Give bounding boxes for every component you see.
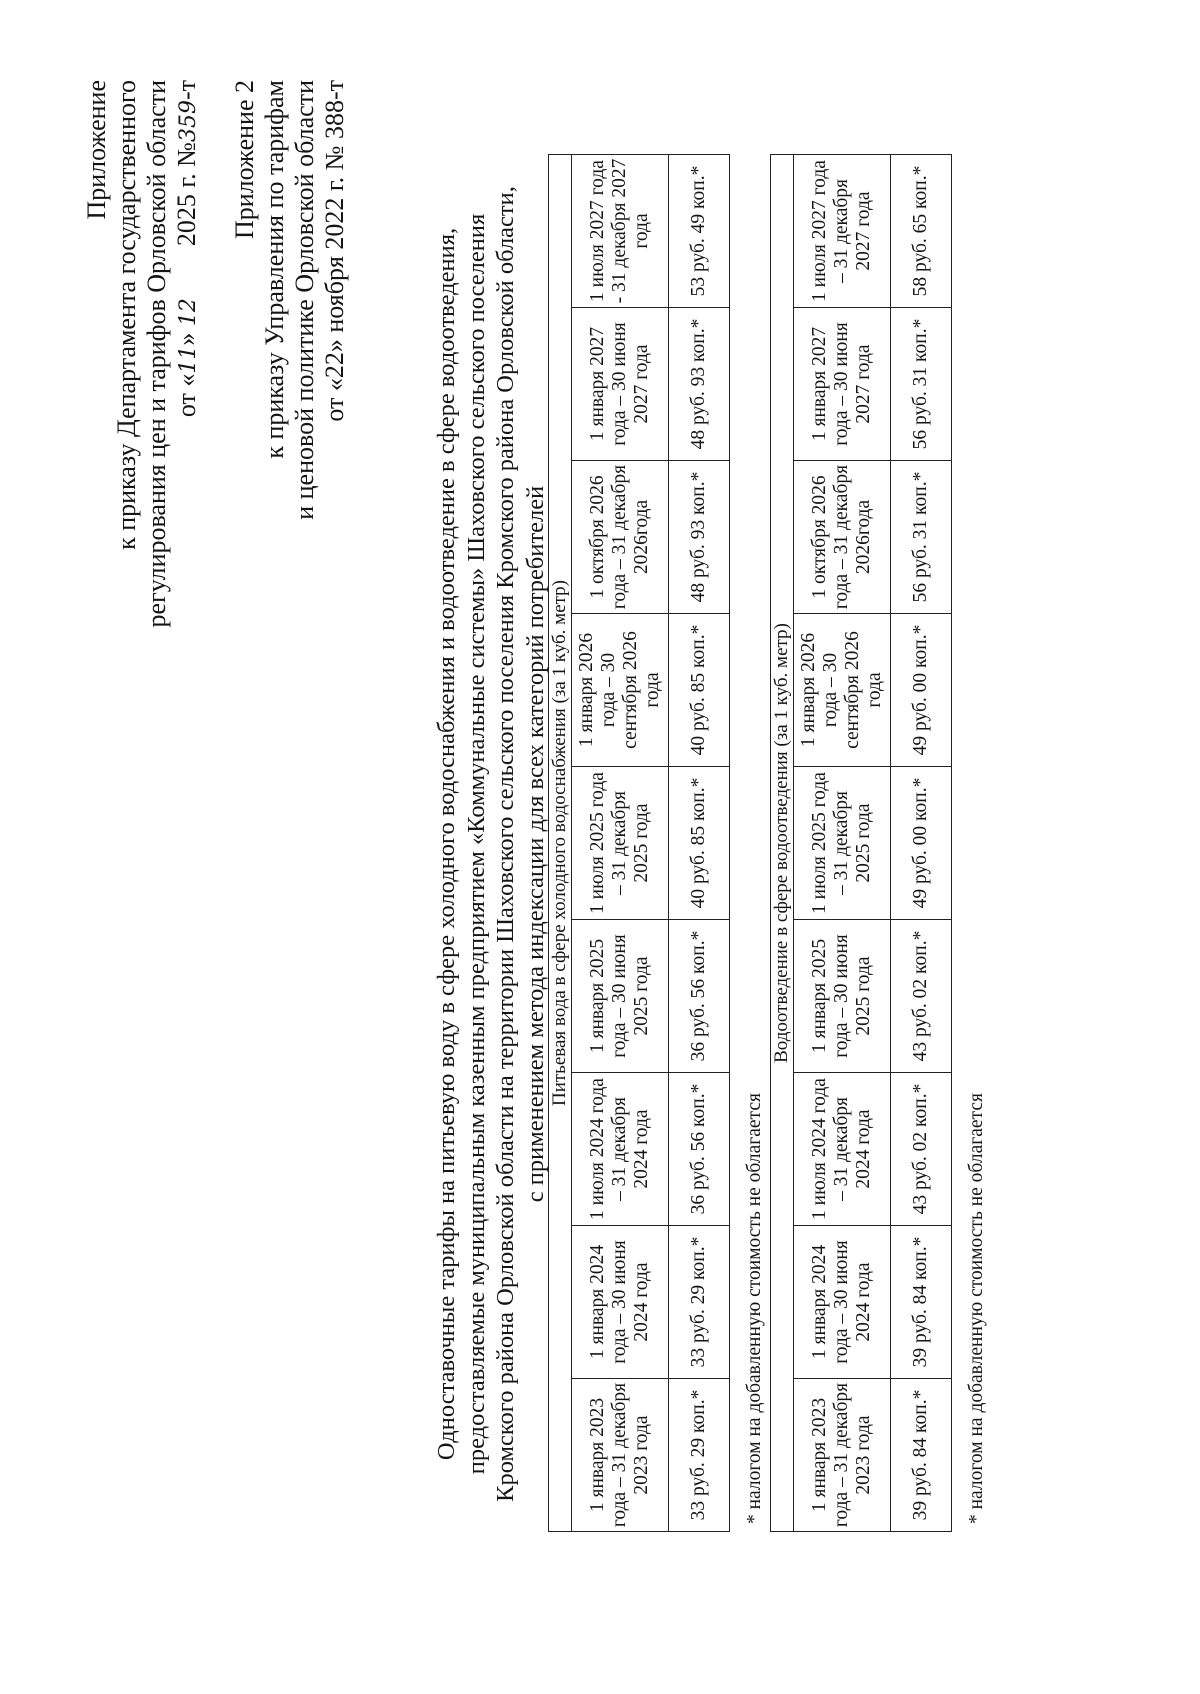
water-period-cell: 1 января 2024 года – 30 июня 2024 года [572, 1226, 669, 1379]
sewer-tariff-table [770, 154, 952, 1532]
number-suffix: -т [172, 80, 201, 101]
water-table-caption: Питьевая вода в сфере холодного водоснабжения (за 1 куб. метр) [549, 155, 572, 1532]
appendix-order-line: к приказу Департамента государственного [112, 80, 141, 550]
appendix-2-header [230, 80, 350, 520]
water-period-cell: 1 января 2025 года – 30 июня 2025 года [572, 920, 669, 1073]
water-tariff-table [548, 154, 730, 1532]
title-line-4: с применением метода индексации для всех категорий потребителей [521, 485, 549, 1203]
sewer-period-cell: 1 января 2025 года – 30 июня 2025 года [794, 920, 891, 1073]
sewer-table-caption: Водоотведение в сфере водоотведения (за 1 куб. метр) [771, 155, 794, 1532]
appendix-2-order-line: к приказу Управления по тарифам [260, 80, 289, 459]
sewer-tariff-value: 49 руб. 00 коп.* [891, 767, 952, 920]
handwritten-month: 12 [176, 298, 201, 327]
sewer-tariff-value: 43 руб. 02 коп.* [891, 920, 952, 1073]
water-tariff-value: 40 руб. 85 коп.* [669, 614, 730, 767]
appendix-date-line [172, 80, 204, 627]
water-period-row [572, 155, 669, 1532]
sewer-period-cell: 1 июля 2024 года – 31 декабря 2024 года [794, 1073, 891, 1226]
sewer-tariff-value: 39 руб. 84 коп.* [891, 1379, 952, 1532]
water-tariff-value: 48 руб. 93 коп.* [669, 308, 730, 461]
sewer-period-cell: 1 января 2023 года – 31 декабря 2023 года [794, 1379, 891, 1532]
sewer-period-cell: 1 июля 2025 года – 31 декабря 2025 года [794, 767, 891, 920]
appendix-header [82, 80, 204, 627]
appendix-department-line: регулирования цен и тарифов Орловской области [142, 80, 171, 628]
water-period-cell: 1 января 2026 года – 30 сентября 2026 года [572, 614, 669, 767]
water-tariff-value: 36 руб. 56 коп.* [669, 920, 730, 1073]
sewer-tariff-value: 56 руб. 31 коп.* [891, 461, 952, 614]
sewer-tariff-value: 39 руб. 84 коп.* [891, 1226, 952, 1379]
handwritten-number: 359 [176, 100, 201, 143]
appendix-2-label: Приложение 2 [230, 80, 259, 240]
title-line-3: Кромского района Орловской области на территории Шаховского сельского поселения Кромского района Орловской области, [492, 186, 519, 1502]
water-period-cell: 1 октября 2026 года – 31 декабря 2026года [572, 461, 669, 614]
water-period-cell: 1 июля 2027 года - 31 декабря 2027 года [572, 155, 669, 308]
water-value-row [669, 155, 730, 1532]
sewer-period-cell: 1 января 2024 года – 30 июня 2024 года [794, 1226, 891, 1379]
water-tariff-value: 33 руб. 29 коп.* [669, 1379, 730, 1532]
sewer-tariff-value: 58 руб. 65 коп.* [891, 155, 952, 308]
sewer-vat-footnote: * налогом на добавленную стоимость не облагается [966, 1093, 987, 1524]
water-period-cell: 1 июля 2025 года – 31 декабря 2025 года [572, 767, 669, 920]
title-line-2: предоставляемые муниципальным казенным предприятием «Коммунальные системы» Шаховского сельского поселения [462, 213, 490, 1475]
title-line-1: Одноставочные тарифы на питьевую воду в сфере холодного водоснабжения и водоотведение в сфере водоотведения, [433, 227, 460, 1461]
date-year: 2025 г. № [172, 142, 201, 247]
appendix-2-date-line: от «22» ноября 2022 г. № 388-т [320, 80, 349, 422]
date-mid: » [172, 332, 201, 346]
sewer-period-cell: 1 июля 2027 года – 31 декабря 2027 года [794, 155, 891, 308]
water-tariff-value: 48 руб. 93 коп.* [669, 461, 730, 614]
sewer-period-cell: 1 января 2026 года – 30 сентября 2026 года [794, 614, 891, 767]
sewer-period-row [794, 155, 891, 1532]
sewer-tariff-value: 43 руб. 02 коп.* [891, 1073, 952, 1226]
water-tariff-value: 53 руб. 49 коп.* [669, 155, 730, 308]
water-vat-footnote: * налогом на добавленную стоимость не облагается [744, 1093, 765, 1524]
sewer-tariff-value: 56 руб. 31 коп.* [891, 308, 952, 461]
appendix-label: Приложение [82, 80, 111, 220]
date-prefix: от « [172, 373, 201, 418]
sewer-value-row [891, 155, 952, 1532]
water-period-cell: 1 июля 2024 года – 31 декабря 2024 года [572, 1073, 669, 1226]
water-tariff-value: 33 руб. 29 коп.* [669, 1226, 730, 1379]
water-period-cell: 1 января 2023 года – 31 декабря 2023 года [572, 1379, 669, 1532]
sewer-period-cell: 1 января 2027 года – 30 июня 2027 года [794, 308, 891, 461]
handwritten-day: 11 [176, 345, 201, 374]
water-tariff-value: 36 руб. 56 коп.* [669, 1073, 730, 1226]
sewer-period-cell: 1 октября 2026 года – 31 декабря 2026года [794, 461, 891, 614]
appendix-2-department-line: и ценовой политике Орловской области [290, 80, 319, 520]
water-period-cell: 1 января 2027 года – 30 июня 2027 года [572, 308, 669, 461]
water-tariff-value: 40 руб. 85 коп.* [669, 767, 730, 920]
document-title [432, 154, 550, 1534]
sewer-tariff-value: 49 руб. 00 коп.* [891, 614, 952, 767]
